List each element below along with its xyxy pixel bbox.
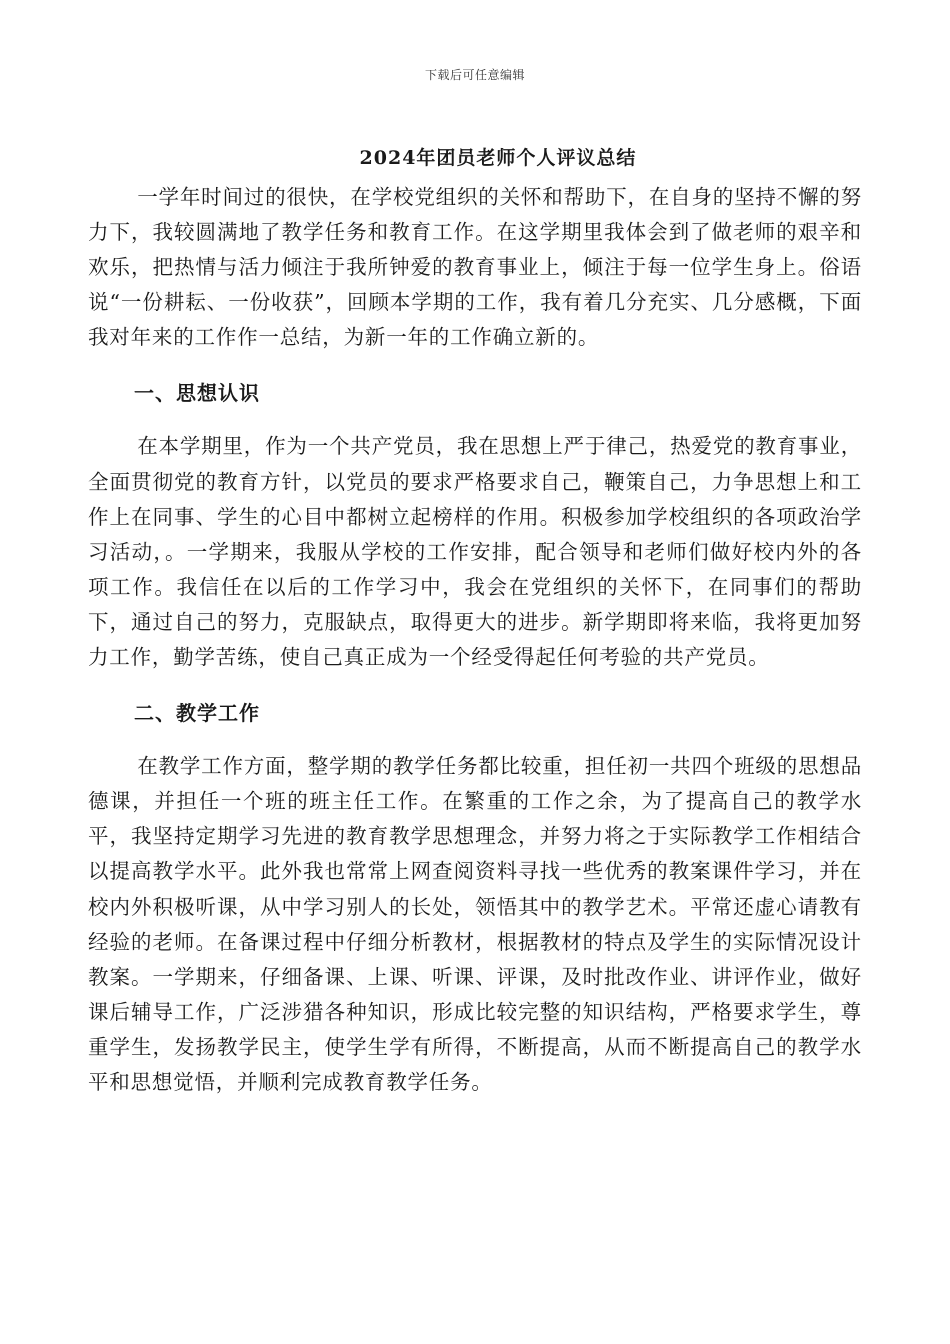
section-paragraph-thought: 在本学期里，作为一个共产党员，我在思想上严于律己，热爱党的教育事业，全面贯彻党的教育方针，以党员的要求严格要求自己，鞭策自己，力争思想上和工作上在同事、学生的心目中都树立起榜样的作用。积极参加学校组织的各项政治学习活动，。一学期来，我服从学校的工作安排，配合领导和老师们做好校内外的各项工作。我信任在以后的工作学习中，我会在党组织的关怀下，在同事们的帮助下，通过自己的努力，克服缺点，取得更大的进步。新学期即将来临，我将更加努力工作，勤学苦练，使自己真正成为一个经受得起任何考验的共产党员。 xyxy=(88,434,862,670)
document-body xyxy=(88,170,862,1100)
section-paragraph-teaching: 在教学工作方面，整学期的教学任务都比较重，担任初一共四个班级的思想品德课，并担任一个班的班主任工作。在繁重的工作之余，为了提高自己的教学水平，我坚持定期学习先进的教育教学思想理念，并努力将之于实际教学工作相结合以提高教学水平。此外我也常常上网查阅资料寻找一些优秀的教案课件学习，并在校内外积极听课，从中学习别人的长处，领悟其中的教学艺术。平常还虚心请教有经验的老师。在备课过程中仔细分析教材，根据教材的特点及学生的实际情况设计教案。一学期来，仔细备课、上课、听课、评课，及时批改作业、讲评作业，做好课后辅导工作，广泛涉猎各种知识，形成比较完整的知识结构，严格要求学生，尊重学生，发扬教学民主，使学生学有所得，不断提高，从而不断提高自己的教学水平和思想觉悟，并顺利完成教育教学任务。 xyxy=(88,754,862,1094)
document-title: 2024年团员老师个人评议总结 xyxy=(359,147,637,169)
section-heading-teaching: 二、教学工作 xyxy=(134,701,260,726)
section-heading-thought: 一、思想认识 xyxy=(134,381,260,406)
intro-paragraph: 一学年时间过的很快，在学校党组织的关怀和帮助下，在自身的坚持不懈的努力下，我较圆满地了教学任务和教育工作。在这学期里我体会到了做老师的艰辛和欢乐，把热情与活力倾注于我所钟爱的教育事业上，倾注于每一位学生身上。俗语说“一份耕耘、一份收获”，回顾本学期的工作，我有着几分充实、几分感概，下面我对年来的工作作一总结，为新一年的工作确立新的。 xyxy=(88,185,862,350)
header-note: 下载后可任意编辑 xyxy=(424,68,525,82)
